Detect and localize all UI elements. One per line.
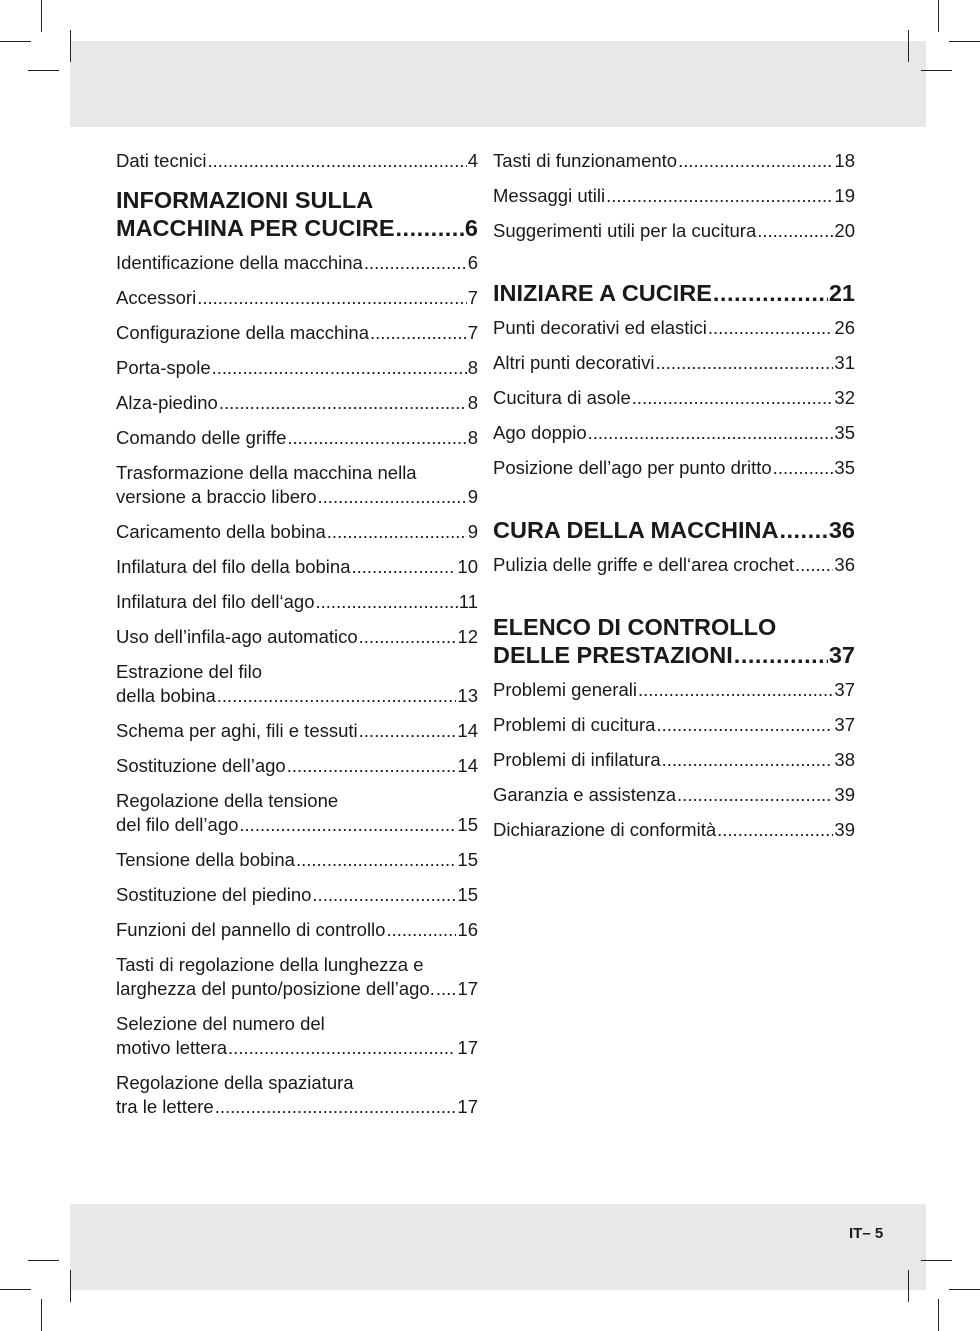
toc-entry[interactable] (116, 660, 478, 708)
toc-entry-title-line: Regolazione della spaziatura (116, 1072, 354, 1093)
toc-entry[interactable] (116, 1071, 478, 1119)
dot-leader (312, 883, 456, 907)
toc-entry-title: Cucitura di asole (493, 387, 631, 408)
dot-leader (606, 184, 833, 208)
dot-leader (215, 1095, 457, 1119)
toc-entry-title: della bobina (116, 685, 216, 706)
toc-page-number: 8 (467, 357, 478, 378)
toc-entry[interactable] (116, 590, 478, 614)
dot-leader (713, 279, 828, 307)
toc-page-number: 7 (467, 287, 478, 308)
toc-page-number: 14 (457, 755, 478, 776)
toc-entry-title-line: Tasti di regolazione della lunghezza e (116, 954, 424, 975)
toc-page-number: 7 (467, 322, 478, 343)
crop-mark (938, 0, 939, 32)
toc-section-heading[interactable] (493, 516, 855, 544)
toc-page-number: 8 (467, 427, 478, 448)
toc-entry[interactable] (493, 456, 855, 480)
toc-page-number: 17 (457, 978, 478, 999)
toc-entry-title-line: INFORMAZIONI SULLA (116, 187, 374, 213)
toc-entry-title: Garanzia e assistenza (493, 784, 677, 805)
toc-page-number: 17 (457, 1037, 478, 1058)
dot-leader (717, 818, 833, 842)
crop-mark (908, 30, 909, 62)
toc-page-number: 12 (457, 626, 478, 647)
dot-leader (352, 555, 457, 579)
toc-entry[interactable] (493, 678, 855, 702)
toc-entry[interactable] (116, 883, 478, 907)
toc-left-column (116, 149, 478, 1130)
toc-entry-title: Infilatura del filo della bobina (116, 556, 351, 577)
toc-entry-title: CURA DELLA MACCHINA (493, 517, 779, 543)
toc-entry-title: Posizione dell’ago per punto dritto (493, 457, 772, 478)
toc-page-number: 9 (467, 486, 478, 507)
dot-leader (632, 386, 834, 410)
toc-entry[interactable] (116, 251, 478, 275)
toc-entry[interactable] (493, 386, 855, 410)
toc-page-number: 15 (457, 814, 478, 835)
toc-entry[interactable] (493, 149, 855, 173)
crop-mark (0, 1289, 31, 1290)
dot-leader (677, 783, 833, 807)
dot-leader (359, 719, 457, 743)
toc-entry-title: Sostituzione del piedino (116, 884, 312, 905)
header-band (70, 41, 926, 127)
dot-leader (318, 485, 467, 509)
dot-leader (638, 678, 833, 702)
toc-page-number: 21 (828, 280, 855, 306)
dot-leader (327, 520, 467, 544)
toc-entry[interactable] (116, 391, 478, 415)
toc-page-number: 15 (457, 849, 478, 870)
toc-entry-title: Messaggi utili (493, 185, 606, 206)
dot-leader (239, 813, 456, 837)
toc-entry[interactable] (493, 316, 855, 340)
dot-leader (197, 286, 467, 310)
dot-leader (757, 219, 833, 243)
toc-entry-title: Punti decorativi ed elastici (493, 317, 707, 338)
toc-entry[interactable] (116, 520, 478, 544)
toc-entry-title: Sostituzione dell’ago (116, 755, 286, 776)
toc-entry-title-line: Selezione del numero del (116, 1013, 325, 1034)
dot-leader (364, 251, 467, 275)
dot-leader (396, 214, 464, 242)
toc-entry-title: motivo lettera (116, 1037, 228, 1058)
toc-entry-title: Tasti di funzionamento (493, 150, 678, 171)
toc-entry-title: Problemi di cucitura (493, 714, 656, 735)
toc-page-number: 37 (834, 679, 855, 700)
toc-entry[interactable] (493, 351, 855, 375)
toc-page-number: 9 (467, 521, 478, 542)
crop-mark (0, 41, 31, 42)
toc-entry-title-line: ELENCO DI CONTROLLO (493, 614, 777, 640)
toc-entry-title: DELLE PRESTAZIONI (493, 642, 733, 668)
toc-entry-title: Funzioni del pannello di controllo (116, 919, 386, 940)
toc-entry[interactable] (116, 321, 478, 345)
page-number: IT– 5 (849, 1225, 884, 1242)
toc-page-number: 38 (834, 749, 855, 770)
toc-page-number: 19 (834, 185, 855, 206)
toc-entry-title: Dichiarazione di conformità (493, 819, 717, 840)
toc-page-number: 36 (834, 554, 855, 575)
toc-entry[interactable] (493, 713, 855, 737)
crop-mark (70, 30, 71, 62)
toc-page-number: 37 (834, 714, 855, 735)
crop-mark (949, 41, 980, 42)
dot-leader (316, 590, 458, 614)
toc-page-number: 31 (834, 352, 855, 373)
toc-entry[interactable] (116, 426, 478, 450)
toc-page-number: 17 (457, 1096, 478, 1117)
toc-entry[interactable] (116, 789, 478, 837)
toc-entry[interactable] (116, 149, 478, 173)
toc-entry[interactable] (493, 553, 855, 577)
dot-leader (436, 977, 457, 1001)
toc-right-column (493, 149, 855, 853)
toc-entry-title: Identificazione della macchina (116, 252, 363, 273)
toc-page-number: 8 (467, 392, 478, 413)
toc-entry[interactable] (116, 918, 478, 942)
toc-page-number: 10 (457, 556, 478, 577)
dot-leader (207, 149, 466, 173)
footer-band (70, 1204, 926, 1290)
dot-leader (228, 1036, 456, 1060)
toc-entry-title: del filo dell’ago (116, 814, 239, 835)
crop-mark (41, 1299, 42, 1331)
dot-leader (217, 684, 457, 708)
dot-leader (386, 918, 456, 942)
dot-leader (287, 754, 457, 778)
crop-mark (41, 0, 42, 32)
section-spacer (493, 588, 855, 613)
toc-page-number: 35 (834, 457, 855, 478)
crop-mark (949, 1289, 980, 1290)
toc-entry-title: Ago doppio (493, 422, 587, 443)
toc-entry[interactable] (116, 356, 478, 380)
toc-section-heading[interactable] (493, 279, 855, 307)
crop-mark (28, 1260, 59, 1261)
toc-entry-title: Tensione della bobina (116, 849, 295, 870)
toc-entry[interactable] (116, 461, 478, 509)
toc-page-number: 16 (457, 919, 478, 940)
toc-page-number: 11 (458, 591, 478, 612)
toc-page-number: 15 (457, 884, 478, 905)
toc-entry-title-line: Estrazione del filo (116, 661, 263, 682)
toc-entry[interactable] (493, 421, 855, 445)
dot-leader (287, 426, 466, 450)
crop-mark (70, 1270, 71, 1302)
toc-entry[interactable] (116, 555, 478, 579)
toc-page-number: 6 (467, 252, 478, 273)
dot-leader (212, 356, 467, 380)
toc-entry-title: Porta-spole (116, 357, 211, 378)
dot-leader (219, 391, 467, 415)
toc-entry-title: Problemi di infilatura (493, 749, 661, 770)
toc-entry[interactable] (116, 625, 478, 649)
toc-entry[interactable] (493, 184, 855, 208)
toc-entry-title: tra le lettere (116, 1096, 214, 1117)
toc-page-number: 36 (828, 517, 855, 543)
toc-entry-title: Problemi generali (493, 679, 637, 700)
toc-entry-title: INIZIARE A CUCIRE (493, 280, 712, 306)
toc-section-heading[interactable] (493, 613, 855, 669)
toc-page-number: 26 (834, 317, 855, 338)
dot-leader (656, 713, 833, 737)
toc-entry-title: larghezza del punto/posizione dell’ago. (116, 978, 435, 999)
toc-page-number: 39 (834, 819, 855, 840)
toc-entry[interactable] (116, 848, 478, 872)
toc-entry[interactable] (116, 1012, 478, 1060)
dot-leader (773, 456, 834, 480)
toc-page-number: 14 (457, 720, 478, 741)
crop-mark (28, 70, 59, 71)
dot-leader (795, 553, 833, 577)
crop-mark (921, 70, 952, 71)
toc-entry[interactable] (493, 219, 855, 243)
toc-page-number: 13 (457, 685, 478, 706)
dot-leader (296, 848, 456, 872)
dot-leader (779, 516, 827, 544)
toc-entry-title: Caricamento della bobina (116, 521, 326, 542)
toc-entry[interactable] (493, 748, 855, 772)
toc-page-number: 37 (828, 642, 855, 668)
crop-mark (938, 1299, 939, 1331)
toc-page-number: 39 (834, 784, 855, 805)
toc-entry-title: MACCHINA PER CUCIRE (116, 215, 395, 241)
toc-entry[interactable] (116, 754, 478, 778)
dot-leader (708, 316, 834, 340)
toc-page-number: 6 (464, 215, 478, 241)
toc-page-number: 35 (834, 422, 855, 443)
section-spacer (493, 254, 855, 279)
crop-mark (908, 1270, 909, 1302)
toc-entry-title: Infilatura del filo dell‘ago (116, 591, 315, 612)
dot-leader (370, 321, 467, 345)
toc-section-heading[interactable] (116, 186, 478, 242)
dot-leader (655, 351, 833, 375)
toc-page-number: 32 (834, 387, 855, 408)
toc-entry[interactable] (493, 783, 855, 807)
toc-entry-title: Altri punti decorativi (493, 352, 655, 373)
toc-entry-title: Comando delle griffe (116, 427, 287, 448)
toc-page-number: 4 (467, 150, 478, 171)
toc-entry[interactable] (493, 818, 855, 842)
toc-entry-title: Configurazione della macchina (116, 322, 369, 343)
dot-leader (734, 641, 828, 669)
toc-entry-title: versione a braccio libero (116, 486, 317, 507)
toc-page-number: 20 (834, 220, 855, 241)
dot-leader (588, 421, 834, 445)
toc-entry-title: Pulizia delle griffe e dell‘area crochet (493, 554, 794, 575)
crop-mark (921, 1260, 952, 1261)
section-spacer (493, 491, 855, 516)
toc-entry-title: Accessori (116, 287, 197, 308)
toc-entry-title-line: Regolazione della tensione (116, 790, 339, 811)
toc-entry-title: Uso dell’infila-ago automatico (116, 626, 358, 647)
toc-entry[interactable] (116, 953, 478, 1001)
toc-entry-title: Schema per aghi, fili e tessuti (116, 720, 358, 741)
toc-page-number: 18 (834, 150, 855, 171)
dot-leader (678, 149, 833, 173)
toc-entry[interactable] (116, 719, 478, 743)
toc-entry-title: Dati tecnici (116, 150, 207, 171)
toc-entry[interactable] (116, 286, 478, 310)
toc-entry-title-line: Trasformazione della macchina nella (116, 462, 417, 483)
toc-entry-title: Alza-piedino (116, 392, 218, 413)
dot-leader (662, 748, 834, 772)
dot-leader (359, 625, 457, 649)
toc-entry-title: Suggerimenti utili per la cucitura (493, 220, 757, 241)
